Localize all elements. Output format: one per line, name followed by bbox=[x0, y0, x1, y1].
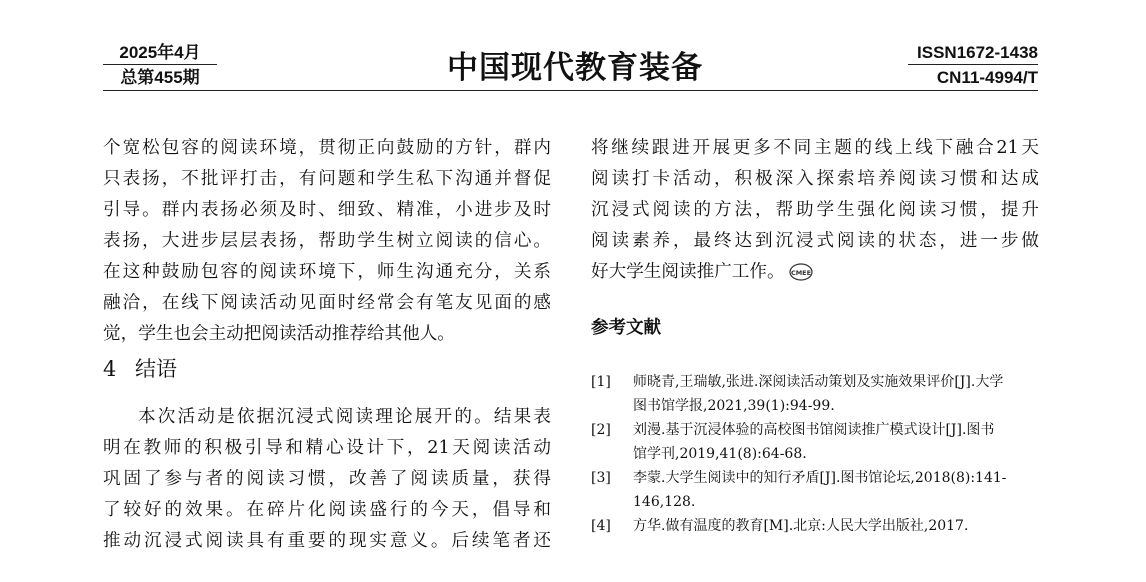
text-line-content: 好大学生阅读推广工作。 bbox=[591, 262, 785, 282]
text-line: 只表扬，不批评打击，有问题和学生私下沟通并督促 bbox=[103, 169, 551, 189]
text-line: 融洽，在线下阅读活动见面时经常会有笔友见面的感 bbox=[103, 293, 551, 313]
reference-line: 刘漫.基于沉浸体验的高校图书馆阅读推广模式设计[J].图书 bbox=[633, 422, 995, 438]
reference-item bbox=[591, 466, 1039, 514]
reference-item bbox=[591, 514, 1039, 538]
journal-codes bbox=[908, 42, 1038, 89]
issue-info bbox=[103, 42, 217, 89]
end-mark-icon bbox=[789, 263, 813, 281]
left-column bbox=[103, 133, 551, 557]
right-paragraph-1 bbox=[591, 133, 1039, 288]
left-paragraph-2 bbox=[103, 402, 551, 557]
reference-tag: [1] bbox=[591, 374, 611, 390]
text-line: 在这种鼓励包容的阅读环境下，师生沟通充分，关系 bbox=[103, 262, 551, 282]
reference-line: 李蒙.大学生阅读中的知行矛盾[J].图书馆论坛,2018(8):141- bbox=[633, 470, 1007, 486]
svg-text:CMEE: CMEE bbox=[790, 269, 811, 277]
section-number: 4 bbox=[103, 357, 117, 381]
text-line: 推动沉浸式阅读具有重要的现实意义。后续笔者还 bbox=[103, 531, 551, 551]
text-line: 本次活动是依据沉浸式阅读理论展开的。结果表 bbox=[138, 407, 551, 427]
reference-tag: [4] bbox=[591, 518, 611, 534]
reference-item bbox=[591, 418, 1039, 466]
reference-tag: [2] bbox=[591, 422, 611, 438]
section-heading bbox=[103, 354, 551, 390]
reference-line: 图书馆学报,2021,39(1):94-99. bbox=[633, 398, 835, 414]
reference-line: 方华.做有温度的教育[M].北京:人民大学出版社,2017. bbox=[633, 518, 969, 534]
right-column bbox=[591, 133, 1039, 538]
text-line: 表扬，大进步层层表扬，帮助学生树立阅读的信心。 bbox=[103, 231, 551, 251]
reference-line: 馆学刊,2019,41(8):64-68. bbox=[633, 446, 807, 462]
left-paragraph-1 bbox=[103, 133, 551, 350]
section-title: 结语 bbox=[135, 357, 177, 381]
issue-number: 总第455期 bbox=[120, 68, 200, 87]
journal-title: 中国现代教育装备 bbox=[447, 50, 703, 86]
text-line: 阅读打卡活动，积极深入探索培养阅读习惯和达成 bbox=[591, 169, 1039, 189]
text-line: 个宽松包容的阅读环境，贯彻正向鼓励的方针，群内 bbox=[103, 138, 551, 158]
reference-tag: [3] bbox=[591, 470, 611, 486]
header-rule bbox=[103, 90, 1038, 91]
text-line: 沉浸式阅读的方法，帮助学生强化阅读习惯，提升 bbox=[591, 200, 1039, 220]
reference-line: 146,128. bbox=[633, 494, 696, 510]
references-heading: 参考文献 bbox=[591, 317, 661, 337]
reference-item bbox=[591, 370, 1039, 418]
text-line: 引导。群内表扬必须及时、细致、精准，小进步及时 bbox=[103, 200, 551, 220]
text-line: 将继续跟进开展更多不同主题的线上线下融合21天 bbox=[591, 138, 1039, 158]
text-line: 了较好的效果。在碎片化阅读盛行的今天，倡导和 bbox=[103, 500, 551, 520]
cn-code: CN11-4994/T bbox=[936, 68, 1038, 87]
text-line: 阅读素养，最终达到沉浸式阅读的状态，进一步做 bbox=[591, 231, 1039, 251]
text-line: 巩固了参与者的阅读习惯，改善了阅读质量，获得 bbox=[103, 469, 551, 489]
reference-line: 师晓青,王瑞敏,张进.深阅读活动策划及实施效果评价[J].大学 bbox=[633, 374, 1004, 390]
text-line bbox=[591, 257, 1039, 288]
text-line: 明在教师的积极引导和精心设计下，21天阅读活动 bbox=[103, 438, 551, 458]
issue-date: 2025年4月 bbox=[103, 42, 217, 65]
text-line: 觉，学生也会主动把阅读活动推荐给其他人。 bbox=[103, 324, 455, 344]
references-list bbox=[591, 370, 1039, 538]
issn-code: ISSN1672-1438 bbox=[908, 42, 1038, 65]
